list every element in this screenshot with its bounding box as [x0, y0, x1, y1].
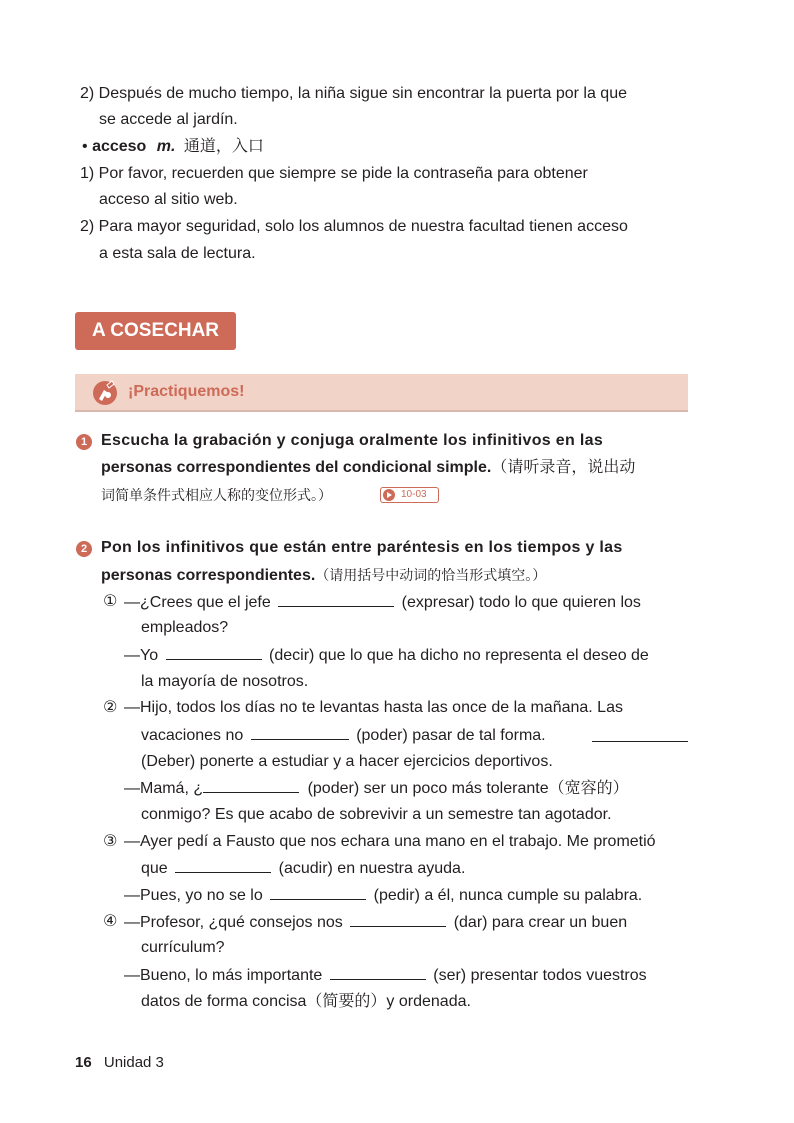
item-4-line-a	[124, 912, 627, 933]
item-4-a-text-before: —Profesor, ¿qué consejos nos	[124, 914, 343, 931]
item-1-b-text-after: (decir) que lo que ha dicho no representa el deseo de	[269, 647, 649, 664]
item-3-b-text-before: —Pues, yo no se lo	[124, 887, 263, 904]
page-footer	[75, 1053, 164, 1073]
acceso-example-1-line-1: 1) Por favor, recuerden que siempre se pide la contraseña para obtener	[80, 165, 588, 182]
item-4-number: ④	[103, 913, 118, 930]
item-2-a-line-2	[141, 725, 546, 746]
practice-subheader-label: ¡Practiquemos!	[128, 383, 245, 400]
vocab-bullet: •	[82, 138, 88, 155]
item-3-a-line-2	[141, 858, 465, 879]
item-1-b-continuation: la mayoría de nosotros.	[141, 673, 309, 690]
exercise-1-number-badge: 1	[76, 434, 92, 450]
item-2-a-text-before: vacaciones no	[141, 727, 244, 744]
vocab-pos: m.	[156, 138, 176, 155]
item-4-b-text-after: (ser) presentar todos vuestros	[433, 967, 647, 984]
item-2-a-line-3: (Deber) ponerte a estudiar y a hacer ejercicios deportivos.	[141, 753, 553, 770]
item-1-line-a	[124, 592, 641, 613]
vocab-meaning: 通道，入口	[183, 138, 264, 155]
exercise-1-instruction-bold: personas correspondientes del condicional simple.	[101, 459, 492, 476]
acceso-example-2-line-2: a esta sala de lectura.	[99, 245, 256, 262]
item-3-a-text-before: que	[141, 860, 168, 877]
section-title-banner: A COSECHAR	[75, 312, 236, 350]
item-4-a-text-after: (dar) para crear un buen	[453, 914, 628, 931]
item-4-a-blank[interactable]	[350, 912, 446, 927]
unit-label: Unidad 3	[103, 1054, 164, 1071]
audio-track-code: 10-03	[401, 489, 427, 500]
exercise-1-instruction-line-3: 词简单条件式相应人称的变位形式。）	[101, 487, 332, 503]
item-2-b-continuation: conmigo? Es que acabo de sobrevivir a un semestre tan agotador.	[141, 806, 612, 823]
exercise-1-instruction-line-1: Escucha la grabación y conjuga oralmente los infinitivos en las	[101, 432, 604, 449]
example-2-line-1: 2) Después de mucho tiempo, la niña sigue sin encontrar la puerta por la que	[80, 85, 627, 102]
example-2-line-2: se accede al jardín.	[99, 111, 238, 128]
hand-with-pencil-icon	[90, 377, 120, 407]
item-1-a-text-after: (expresar) todo lo que quieren los	[401, 594, 641, 611]
acceso-example-2-line-1: 2) Para mayor seguridad, solo los alumnos de nuestra facultad tienen acceso	[80, 218, 628, 235]
item-3-line-b	[124, 885, 642, 906]
item-2-a-line-1: —Hijo, todos los días no te levantas hasta las once de la mañana. Las	[124, 699, 623, 716]
acceso-example-1-line-2: acceso al sitio web.	[99, 191, 238, 208]
exercise-2-instruction-line-1: Pon los infinitivos que están entre paréntesis en los tiempos y las	[101, 539, 623, 556]
exercise-2-instruction-line-2	[101, 565, 546, 586]
item-1-a-text-before: —¿Crees que el jefe	[124, 594, 271, 611]
item-1-b-text-before: —Yo	[124, 647, 159, 664]
page-number: 16	[75, 1054, 92, 1071]
item-4-b-text-before: —Bueno, lo más importante	[124, 967, 323, 984]
item-2-a-blank-1[interactable]	[251, 725, 349, 740]
item-2-a-blank-2[interactable]	[592, 727, 688, 742]
exercise-2-number-badge: 2	[76, 541, 92, 557]
exercise-2-instruction-bold: personas correspondientes.	[101, 567, 316, 584]
item-3-a-text-after: (acudir) en nuestra ayuda.	[278, 860, 466, 877]
item-3-b-text-after: (pedir) a él, nunca cumple su palabra.	[373, 887, 643, 904]
item-3-a-blank[interactable]	[175, 858, 271, 873]
item-1-a-continuation: empleados?	[141, 619, 229, 636]
item-2-line-b	[124, 778, 629, 799]
item-4-line-b	[124, 965, 647, 986]
item-4-b-blank[interactable]	[330, 965, 426, 980]
vocab-entry	[82, 137, 264, 157]
audio-track-button[interactable]	[380, 487, 439, 503]
item-3-b-blank[interactable]	[270, 885, 366, 900]
item-2-b-blank[interactable]	[203, 778, 299, 793]
practice-subheader	[75, 374, 688, 412]
item-1-b-blank[interactable]	[166, 645, 262, 660]
item-1-a-blank[interactable]	[278, 592, 394, 607]
item-2-b-text-after: (poder) ser un poco más tolerante（宽容的）	[307, 780, 629, 797]
exercise-2-instruction-cn: （请用括号中动词的恰当形式填空。）	[315, 567, 547, 583]
item-3-a-line-1: —Ayer pedí a Fausto que nos echara una mano en el trabajo. Me prometió	[124, 833, 656, 850]
vocab-word: acceso	[92, 138, 147, 155]
item-3-number: ③	[103, 833, 118, 850]
exercise-1-instruction-cn: （请听录音，说出动	[491, 459, 636, 476]
item-2-b-text-before: —Mamá, ¿	[124, 780, 204, 797]
exercise-1-instruction-line-2	[101, 458, 635, 478]
item-1-number: ①	[103, 593, 118, 610]
item-2-a-text-after: (poder) pasar de tal forma.	[356, 727, 546, 744]
item-4-b-continuation: datos de forma concisa（简要的）y ordenada.	[141, 993, 471, 1010]
item-4-a-continuation: currículum?	[141, 939, 225, 956]
item-2-number: ②	[103, 699, 118, 716]
play-circle-icon	[383, 489, 395, 501]
item-1-line-b	[124, 645, 649, 666]
